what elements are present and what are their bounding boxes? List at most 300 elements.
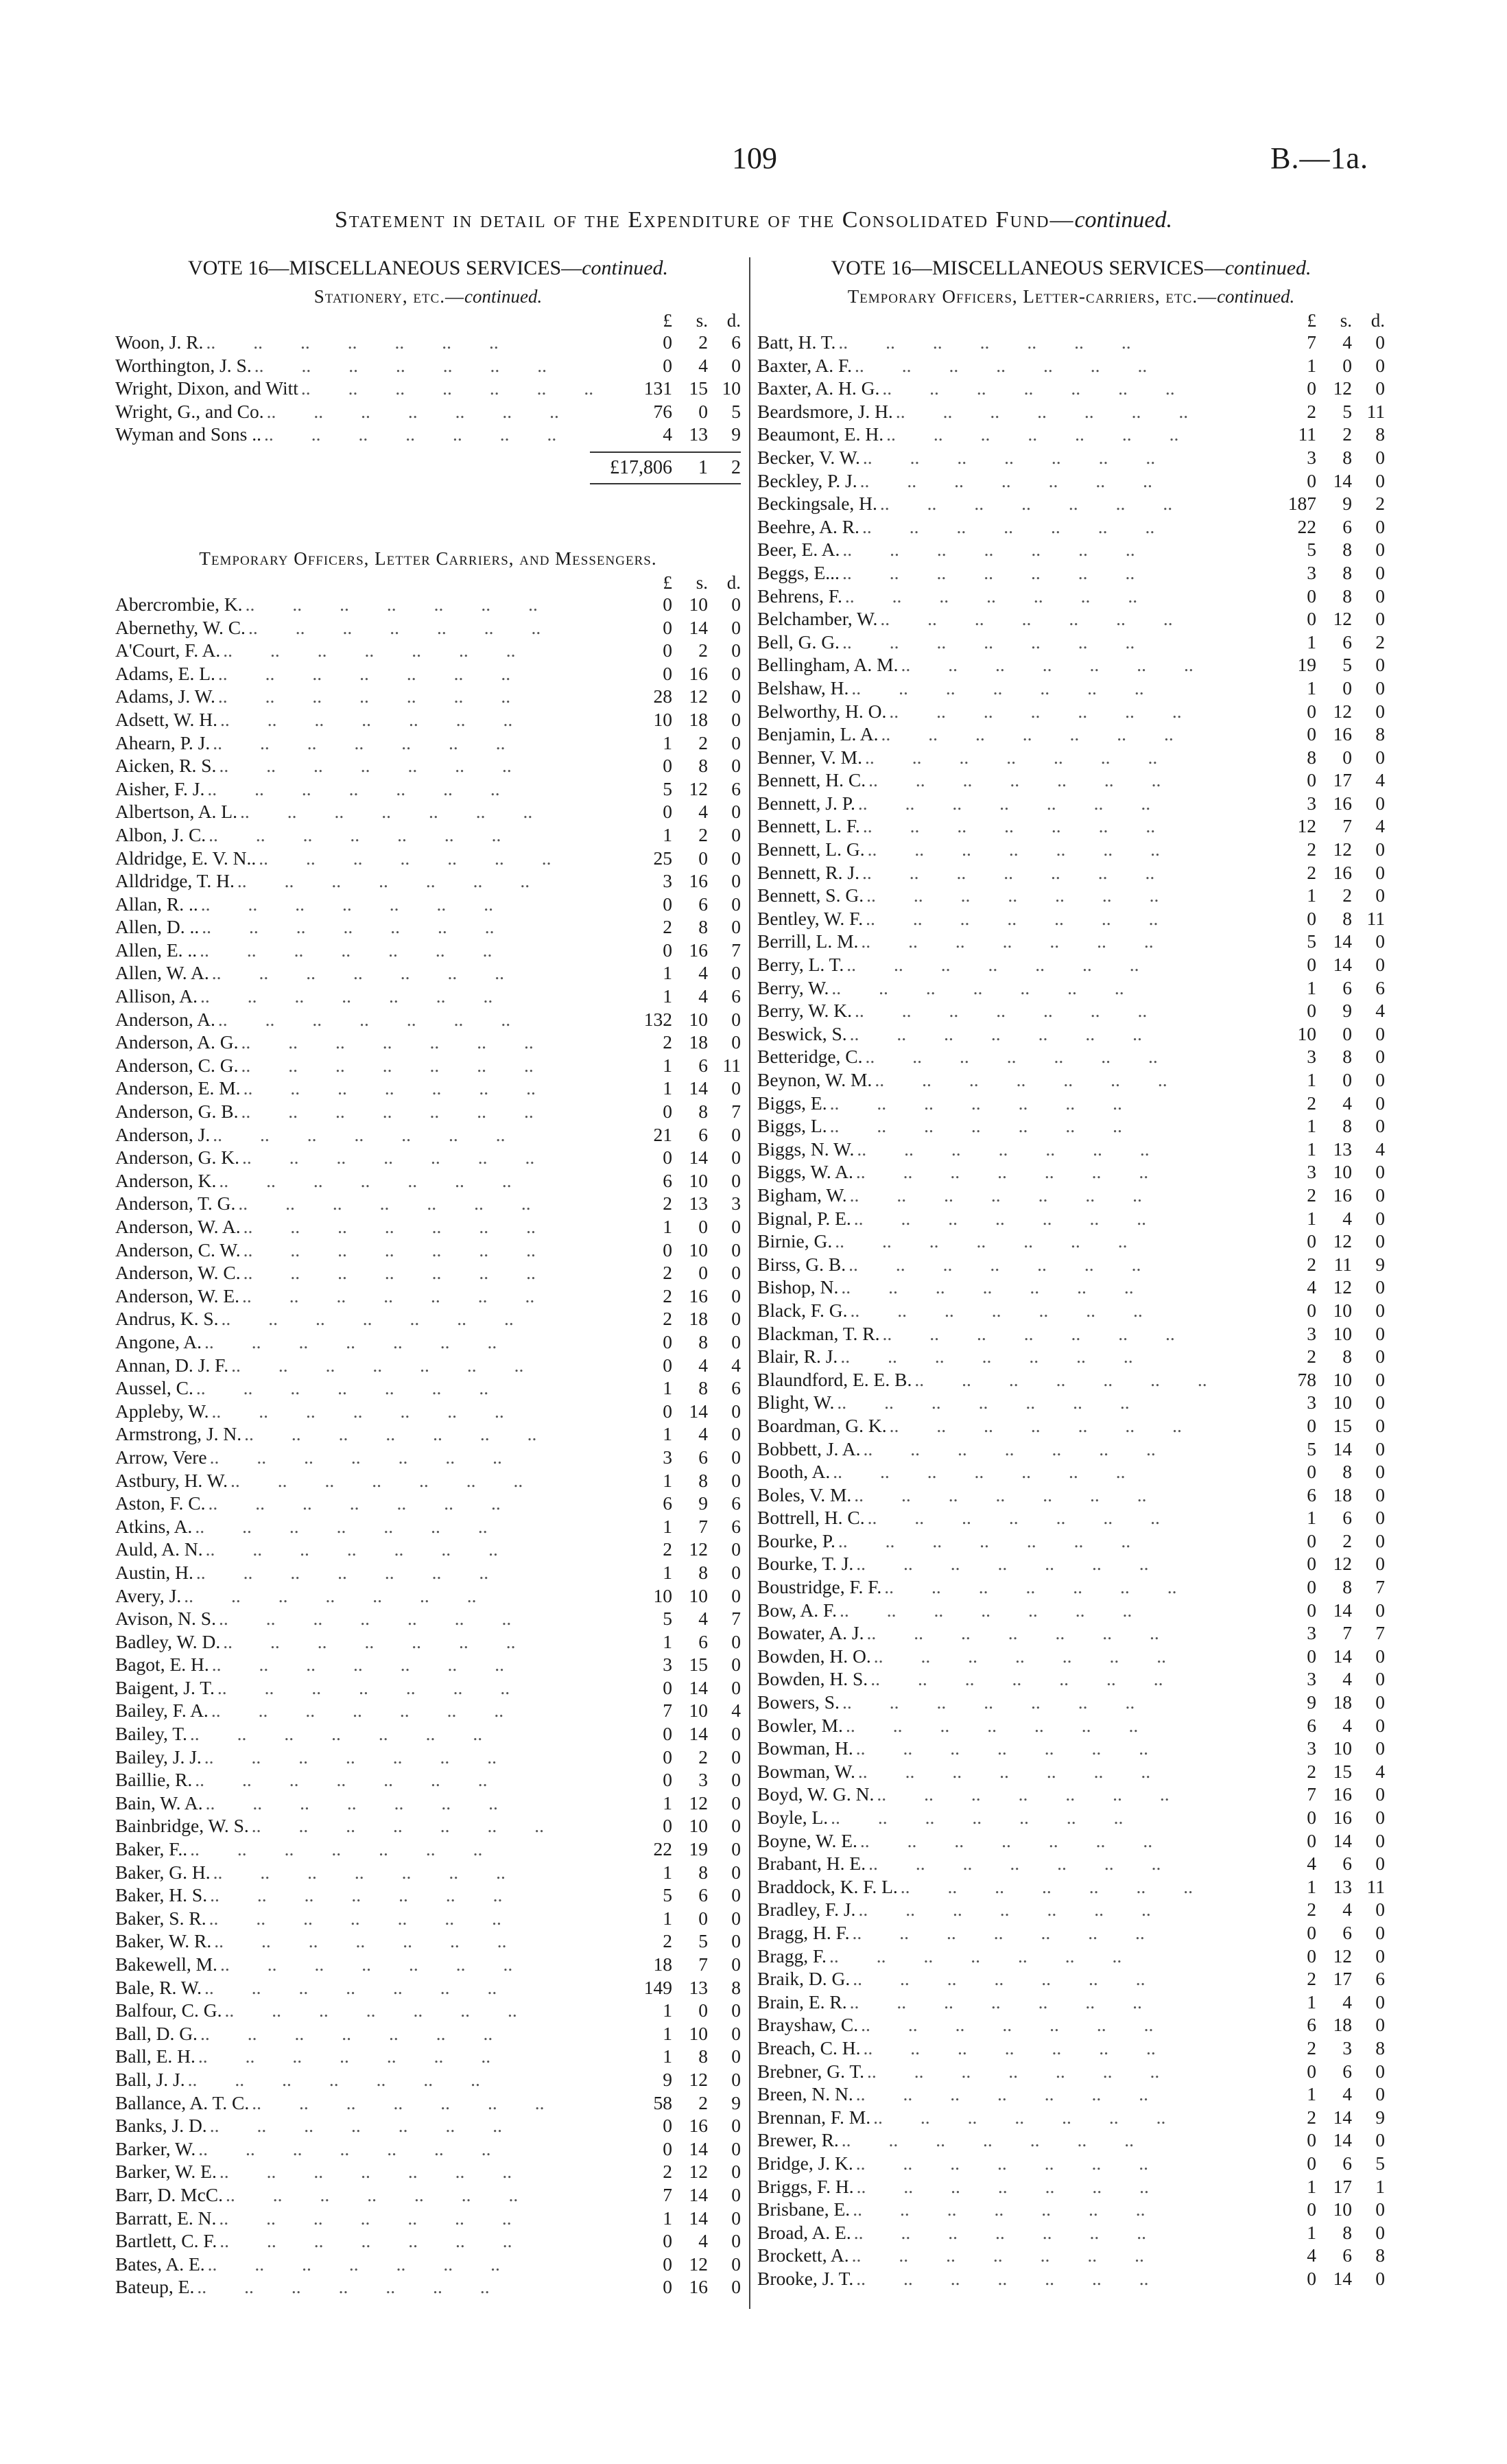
payee-name: Bainbridge, W. S. bbox=[115, 1815, 249, 1837]
payee-name: Booth, A. bbox=[757, 1461, 831, 1483]
table-row bbox=[115, 777, 741, 801]
table-row bbox=[115, 1561, 741, 1584]
amount-shillings: 15 bbox=[1333, 1414, 1352, 1436]
amount-shillings: 10 bbox=[1333, 1161, 1352, 1183]
payee-name: Behrens, F. bbox=[757, 585, 842, 607]
amount-shillings: 10 bbox=[1333, 1322, 1352, 1344]
leader-dots bbox=[863, 2037, 1253, 2060]
amount-pence: 0 bbox=[731, 1400, 741, 1422]
payee-name: Brebner, G. T. bbox=[757, 2060, 864, 2082]
table-row bbox=[115, 985, 741, 1008]
payee-name: Bow, A. F. bbox=[757, 1599, 837, 1621]
amount-shillings: 10 bbox=[689, 1815, 708, 1837]
leader-dots bbox=[842, 2128, 1253, 2152]
leader-dots bbox=[220, 708, 609, 731]
leader-dots bbox=[190, 1722, 609, 1746]
leader-dots bbox=[842, 631, 1253, 654]
amount-shillings: 14 bbox=[689, 616, 708, 638]
payee-name: Beynon, W. M. bbox=[757, 1069, 873, 1090]
table-row bbox=[115, 1676, 741, 1700]
payee-name: Briggs, F. H. bbox=[757, 2175, 854, 2197]
amount-pence: 0 bbox=[731, 354, 741, 376]
amount-pence: 0 bbox=[731, 1538, 741, 1560]
amount-pence: 0 bbox=[1375, 2129, 1385, 2151]
amount-pounds: 0 bbox=[1307, 1461, 1316, 1483]
amount-shillings: 12 bbox=[689, 2253, 708, 2275]
leader-dots bbox=[212, 961, 609, 985]
table-row bbox=[757, 2267, 1385, 2290]
amount-shillings: 4 bbox=[698, 985, 708, 1007]
table-row bbox=[115, 847, 741, 870]
payee-name: Bigham, W. bbox=[757, 1184, 847, 1206]
amount-pence: 0 bbox=[731, 662, 741, 684]
pounds-header: £ bbox=[1307, 310, 1316, 331]
amount-pounds: 2 bbox=[663, 1193, 672, 1215]
leader-dots bbox=[244, 1239, 609, 1262]
table-row bbox=[757, 515, 1385, 539]
amount-pounds: 1 bbox=[663, 1469, 672, 1491]
amount-pounds: 1 bbox=[1307, 1207, 1316, 1229]
table-row bbox=[115, 685, 741, 708]
amount-shillings: 2 bbox=[698, 2091, 708, 2113]
amount-pence: 0 bbox=[731, 2068, 741, 2090]
table-row bbox=[757, 1022, 1385, 1046]
table-row bbox=[757, 1575, 1385, 1599]
amount-pounds: 2 bbox=[1307, 861, 1316, 883]
amount-pence: 11 bbox=[1366, 907, 1385, 929]
leader-dots bbox=[833, 1460, 1253, 1483]
amount-shillings: 7 bbox=[698, 1515, 708, 1537]
amount-pence: 0 bbox=[1375, 1184, 1385, 1206]
payee-name: Belworthy, H. O. bbox=[757, 700, 887, 722]
leader-dots bbox=[861, 2013, 1253, 2037]
amount-shillings: 10 bbox=[1333, 1737, 1352, 1759]
amount-pounds: 2 bbox=[1307, 1899, 1316, 1921]
table-row bbox=[757, 814, 1385, 838]
amount-pounds: 0 bbox=[663, 1239, 672, 1260]
leader-dots bbox=[846, 1714, 1253, 1737]
amount-pounds: 0 bbox=[663, 662, 672, 684]
leader-dots bbox=[201, 893, 609, 916]
payee-name: Anderson, C. W. bbox=[115, 1239, 241, 1260]
amount-shillings: 13 bbox=[689, 1193, 708, 1215]
section-title-suffix: continued. bbox=[1217, 286, 1295, 307]
leader-dots bbox=[850, 1991, 1253, 2014]
table-row bbox=[115, 1929, 741, 1953]
table-row bbox=[757, 1299, 1385, 1322]
amount-pence: 0 bbox=[1375, 1299, 1385, 1321]
leader-dots bbox=[838, 331, 1253, 354]
amount-pounds: 0 bbox=[663, 640, 672, 661]
amount-pence: 0 bbox=[1375, 1022, 1385, 1044]
payee-name: Betteridge, C. bbox=[757, 1046, 863, 1068]
table-row bbox=[757, 1045, 1385, 1068]
amount-pence: 4 bbox=[731, 1700, 741, 1722]
table-row bbox=[757, 1460, 1385, 1483]
amount-pence: 0 bbox=[1375, 2267, 1385, 2289]
amount-shillings: 8 bbox=[698, 1101, 708, 1123]
amount-pounds: 58 bbox=[653, 2091, 672, 2113]
payee-name: Brockett, A. bbox=[757, 2244, 849, 2266]
amount-pounds: 7 bbox=[1307, 1783, 1316, 1805]
vote-title-right bbox=[757, 254, 1385, 283]
table-row bbox=[757, 976, 1385, 1000]
table-row bbox=[757, 1691, 1385, 1714]
table-row bbox=[757, 838, 1385, 861]
leader-dots bbox=[208, 2253, 609, 2276]
leader-dots bbox=[184, 1584, 609, 1608]
amount-pence: 0 bbox=[731, 1815, 741, 1837]
amount-pence: 0 bbox=[731, 755, 741, 777]
amount-pounds: 1 bbox=[663, 1377, 672, 1399]
table-row bbox=[757, 1368, 1385, 1392]
payee-name: Bowman, W. bbox=[757, 1760, 855, 1782]
amount-pounds: 0 bbox=[663, 1676, 672, 1698]
payee-name: Batt, H. T. bbox=[757, 331, 836, 353]
amount-pounds: 0 bbox=[1307, 2060, 1316, 2082]
table-row bbox=[757, 1621, 1385, 1645]
payee-name: Barr, D. McC. bbox=[115, 2183, 223, 2205]
payee-name: Bates, A. E. bbox=[115, 2253, 205, 2275]
table-row bbox=[115, 1653, 741, 1676]
payee-name: Blaundford, E. E. B. bbox=[757, 1368, 912, 1390]
amount-pounds: 0 bbox=[663, 2230, 672, 2252]
leader-dots bbox=[195, 1515, 609, 1538]
amount-shillings: 14 bbox=[689, 1723, 708, 1745]
stationery-rows bbox=[115, 331, 741, 446]
amount-shillings: 0 bbox=[698, 400, 708, 422]
amount-pence: 0 bbox=[731, 2161, 741, 2183]
leader-dots bbox=[860, 469, 1253, 493]
table-row bbox=[757, 2244, 1385, 2267]
amount-pence: 0 bbox=[731, 1584, 741, 1606]
amount-shillings: 6 bbox=[1342, 2152, 1352, 2174]
table-row bbox=[115, 1953, 741, 1976]
amount-pence: 6 bbox=[1375, 1968, 1385, 1990]
amount-pounds: 6 bbox=[1307, 1483, 1316, 1505]
amount-pence: 0 bbox=[731, 1308, 741, 1330]
amount-pence: 0 bbox=[1375, 1783, 1385, 1805]
table-row bbox=[115, 1538, 741, 1561]
amount-shillings: 14 bbox=[1333, 2129, 1352, 2151]
payee-name: Allison, A. bbox=[115, 985, 198, 1007]
vote-title-text: VOTE 16—MISCELLANEOUS SERVICES— bbox=[187, 257, 582, 279]
table-row bbox=[115, 2045, 741, 2068]
section-title-suffix: continued. bbox=[464, 286, 543, 307]
table-row bbox=[757, 1991, 1385, 2014]
payee-name: Badley, W. D. bbox=[115, 1630, 221, 1652]
amount-shillings: 8 bbox=[698, 1469, 708, 1491]
table-row bbox=[757, 377, 1385, 400]
amount-shillings: 8 bbox=[1342, 1576, 1352, 1598]
amount-pence: 0 bbox=[1375, 1483, 1385, 1505]
payee-name: Bowden, H. O. bbox=[757, 1645, 871, 1667]
amount-shillings: 10 bbox=[1333, 1299, 1352, 1321]
amount-shillings: 14 bbox=[1333, 2106, 1352, 2128]
table-row bbox=[757, 607, 1385, 631]
payee-name: Anderson, W. E. bbox=[115, 1284, 240, 1306]
payee-name: Bennett, J. P. bbox=[757, 792, 855, 814]
section-title-stationery bbox=[115, 283, 741, 310]
amount-pence: 7 bbox=[731, 1608, 741, 1630]
amount-pounds: 78 bbox=[1297, 1368, 1316, 1390]
amount-pence: 4 bbox=[1375, 1138, 1385, 1160]
amount-pence: 0 bbox=[731, 1953, 741, 1975]
amount-shillings: 12 bbox=[689, 1792, 708, 1814]
payee-name: Brabant, H. E. bbox=[757, 1853, 866, 1875]
amount-pence: 2 bbox=[1375, 493, 1385, 515]
amount-shillings: 12 bbox=[1333, 700, 1352, 722]
leader-dots bbox=[244, 1261, 609, 1284]
amount-shillings: 4 bbox=[1342, 1207, 1352, 1229]
payee-name: Bottrell, H. C. bbox=[757, 1507, 865, 1529]
table-row bbox=[115, 1699, 741, 1722]
payee-name: Anderson, E. M. bbox=[115, 1077, 241, 1099]
payee-name: Albon, J. C. bbox=[115, 823, 206, 845]
amount-shillings: 4 bbox=[1342, 1899, 1352, 1921]
table-row bbox=[115, 869, 741, 893]
payee-name: Bowden, H. S. bbox=[757, 1668, 868, 1690]
leader-dots bbox=[881, 723, 1253, 746]
amount-pence: 0 bbox=[1375, 446, 1385, 468]
payee-name: Baker, F.. bbox=[115, 1838, 188, 1860]
payee-name: Atkins, A. bbox=[115, 1515, 193, 1537]
amount-shillings: 17 bbox=[1333, 1968, 1352, 1990]
amount-pounds: 0 bbox=[663, 1769, 672, 1791]
table-row bbox=[757, 538, 1385, 561]
leader-dots bbox=[223, 639, 609, 662]
leader-dots bbox=[230, 1469, 609, 1492]
amount-shillings: 14 bbox=[1333, 1645, 1352, 1667]
payee-name: Alldridge, T. H. bbox=[115, 870, 235, 892]
amount-pence: 0 bbox=[1375, 1346, 1385, 1368]
leader-dots bbox=[209, 823, 609, 847]
amount-pounds: 2 bbox=[1307, 1184, 1316, 1206]
amount-pounds: 1 bbox=[1307, 1115, 1316, 1137]
amount-shillings: 8 bbox=[1342, 539, 1352, 561]
amount-pounds: 5 bbox=[663, 1608, 672, 1630]
temporary-officers-continued-rows bbox=[757, 331, 1385, 2290]
leader-dots bbox=[831, 1806, 1253, 1829]
payee-name: Berry, W. K. bbox=[757, 1000, 852, 1022]
amount-pence: 0 bbox=[1375, 1069, 1385, 1090]
amount-shillings: 10 bbox=[1333, 2198, 1352, 2220]
amount-shillings: 4 bbox=[698, 1354, 708, 1376]
leader-dots bbox=[870, 1667, 1253, 1691]
amount-pence: 0 bbox=[1375, 746, 1385, 768]
table-row bbox=[757, 354, 1385, 377]
amount-pounds: 2 bbox=[1307, 400, 1316, 422]
leader-dots bbox=[219, 754, 609, 777]
leader-dots bbox=[210, 1446, 609, 1469]
table-row bbox=[115, 893, 741, 916]
amount-pounds: 0 bbox=[663, 2276, 672, 2298]
leader-dots bbox=[873, 2106, 1253, 2129]
amount-pence: 0 bbox=[731, 801, 741, 823]
amount-pounds: 21 bbox=[653, 1123, 672, 1145]
amount-shillings: 2 bbox=[1342, 884, 1352, 906]
total-pence: 2 bbox=[731, 456, 741, 478]
amount-shillings: 5 bbox=[1342, 400, 1352, 422]
payee-name: Bishop, N. bbox=[757, 1276, 839, 1298]
payee-name: Brayshaw, C. bbox=[757, 2014, 859, 2036]
amount-pence: 9 bbox=[731, 2091, 741, 2113]
table-row bbox=[757, 1852, 1385, 1875]
section-title-text: Temporary Officers, Letter-carriers, etc.— bbox=[847, 286, 1218, 307]
amount-pounds: 7 bbox=[663, 1700, 672, 1722]
table-row bbox=[115, 961, 741, 985]
table-row bbox=[115, 1976, 741, 1999]
leader-dots bbox=[856, 1737, 1253, 1760]
table-row bbox=[115, 1330, 741, 1354]
payee-name: Baxter, A. F. bbox=[757, 354, 853, 376]
amount-shillings: 14 bbox=[689, 1147, 708, 1169]
amount-pounds: 5 bbox=[1307, 539, 1316, 561]
amount-pounds: 0 bbox=[1307, 2129, 1316, 2151]
payee-name: Beehre, A. R. bbox=[757, 515, 859, 537]
leader-dots bbox=[207, 777, 609, 801]
payee-name: Bailey, F. A. bbox=[115, 1700, 209, 1722]
leader-dots bbox=[219, 2229, 609, 2253]
table-row bbox=[115, 1584, 741, 1608]
table-row bbox=[757, 907, 1385, 930]
amount-pounds: 0 bbox=[1307, 2198, 1316, 2220]
amount-shillings: 0 bbox=[1342, 746, 1352, 768]
payee-name: Bragg, H. F. bbox=[757, 1921, 850, 1943]
amount-pence: 0 bbox=[731, 1008, 741, 1030]
table-row bbox=[115, 1123, 741, 1147]
table-row bbox=[115, 2114, 741, 2137]
amount-shillings: 12 bbox=[689, 2161, 708, 2183]
amount-shillings: 14 bbox=[1333, 1438, 1352, 1459]
table-row bbox=[757, 1806, 1385, 1829]
leader-dots bbox=[244, 1215, 609, 1239]
table-row bbox=[115, 1792, 741, 1815]
amount-pence: 0 bbox=[1375, 561, 1385, 583]
leader-dots bbox=[861, 930, 1253, 953]
leader-dots bbox=[840, 1345, 1253, 1368]
amount-pounds: 0 bbox=[1307, 469, 1316, 491]
leader-dots bbox=[242, 1284, 609, 1308]
table-row bbox=[757, 1875, 1385, 1899]
section-title-text: Stationery, etc.— bbox=[313, 286, 464, 307]
table-row bbox=[757, 1552, 1385, 1575]
leader-dots bbox=[880, 492, 1253, 515]
amount-shillings: 0 bbox=[698, 1907, 708, 1929]
amount-shillings: 10 bbox=[689, 1169, 708, 1191]
table-row bbox=[757, 999, 1385, 1022]
leader-dots bbox=[200, 985, 609, 1008]
payee-name: Banks, J. D. bbox=[115, 2115, 207, 2137]
table-row bbox=[115, 2068, 741, 2091]
amount-pence: 0 bbox=[1375, 377, 1385, 399]
table-row bbox=[757, 746, 1385, 769]
leader-dots bbox=[849, 1253, 1253, 1276]
amount-pence: 0 bbox=[1375, 2221, 1385, 2243]
vote-title-suffix: continued. bbox=[582, 257, 669, 279]
payee-name: Boustridge, F. F. bbox=[757, 1576, 882, 1598]
amount-pounds: 1 bbox=[663, 1423, 672, 1445]
leader-dots bbox=[868, 1506, 1253, 1529]
table-row bbox=[115, 2091, 741, 2115]
payee-name: Blackman, T. R. bbox=[757, 1322, 880, 1344]
payee-name: Ahearn, P. J. bbox=[115, 731, 211, 753]
amount-shillings: 14 bbox=[1333, 954, 1352, 976]
payee-name: Bobbett, J. A. bbox=[757, 1438, 861, 1459]
payee-name: Boles, V. M. bbox=[757, 1483, 852, 1505]
amount-shillings: 10 bbox=[689, 593, 708, 615]
amount-shillings: 9 bbox=[1342, 493, 1352, 515]
amount-shillings: 13 bbox=[689, 423, 708, 445]
payee-name: Baker, G. H. bbox=[115, 1861, 211, 1883]
amount-shillings: 4 bbox=[698, 354, 708, 376]
amount-pence: 0 bbox=[731, 1216, 741, 1237]
amount-pence: 6 bbox=[731, 331, 741, 353]
payee-name: Anderson, T. G. bbox=[115, 1193, 236, 1215]
amount-shillings: 5 bbox=[1342, 654, 1352, 676]
leader-dots bbox=[212, 1653, 609, 1676]
amount-pence: 0 bbox=[1375, 1553, 1385, 1575]
amount-pounds: 1 bbox=[1307, 2175, 1316, 2197]
payee-name: Barker, W. bbox=[115, 2137, 196, 2159]
table-row bbox=[115, 1077, 741, 1100]
amount-pence: 0 bbox=[1375, 2198, 1385, 2220]
amount-pence: 11 bbox=[722, 1054, 741, 1076]
amount-pence: 4 bbox=[731, 1354, 741, 1376]
amount-shillings: 7 bbox=[1342, 1622, 1352, 1644]
amount-shillings: 6 bbox=[1342, 2060, 1352, 2082]
amount-shillings: 16 bbox=[689, 2276, 708, 2298]
amount-shillings: 6 bbox=[698, 1884, 708, 1906]
payee-name: Aicken, R. S. bbox=[115, 755, 217, 777]
table-row bbox=[757, 1230, 1385, 1253]
table-row bbox=[757, 1529, 1385, 1553]
amount-pounds: 0 bbox=[663, 1746, 672, 1768]
amount-pounds: 0 bbox=[663, 939, 672, 961]
column-divider bbox=[749, 257, 750, 2309]
leader-dots bbox=[842, 1691, 1253, 1714]
amount-pounds: 1 bbox=[663, 823, 672, 845]
amount-pounds: 1 bbox=[1307, 354, 1316, 376]
table-row bbox=[115, 1100, 741, 1123]
payee-name: Bell, G. G. bbox=[757, 631, 840, 653]
amount-shillings: 15 bbox=[1333, 1760, 1352, 1782]
amount-shillings: 8 bbox=[1342, 1346, 1352, 1368]
leader-dots bbox=[896, 400, 1253, 423]
page-reference: B.—1a. bbox=[1270, 141, 1368, 175]
amount-pounds: 25 bbox=[653, 847, 672, 869]
section-title-temporary-officers-continued bbox=[757, 283, 1385, 310]
payee-name: Worthington, J. S. bbox=[115, 354, 252, 376]
amount-pounds: 0 bbox=[663, 354, 672, 376]
amount-pence: 0 bbox=[1375, 1691, 1385, 1713]
payee-name: Andrus, K. S. bbox=[115, 1308, 219, 1330]
leader-dots bbox=[240, 800, 609, 823]
stationery-total bbox=[115, 453, 741, 483]
amount-pence: 8 bbox=[1375, 423, 1385, 445]
amount-shillings: 13 bbox=[1333, 1138, 1352, 1160]
amount-pence: 0 bbox=[1375, 1438, 1385, 1459]
table-row bbox=[757, 884, 1385, 907]
payee-name: Bennett, S. G. bbox=[757, 884, 864, 906]
amount-shillings: 2 bbox=[1342, 1529, 1352, 1551]
table-row bbox=[757, 677, 1385, 700]
amount-pence: 2 bbox=[1375, 631, 1385, 653]
leader-dots bbox=[914, 1368, 1253, 1392]
payee-name: Bartlett, C. F. bbox=[115, 2230, 217, 2252]
amount-pence: 6 bbox=[1375, 976, 1385, 998]
leader-dots bbox=[211, 1400, 609, 1423]
